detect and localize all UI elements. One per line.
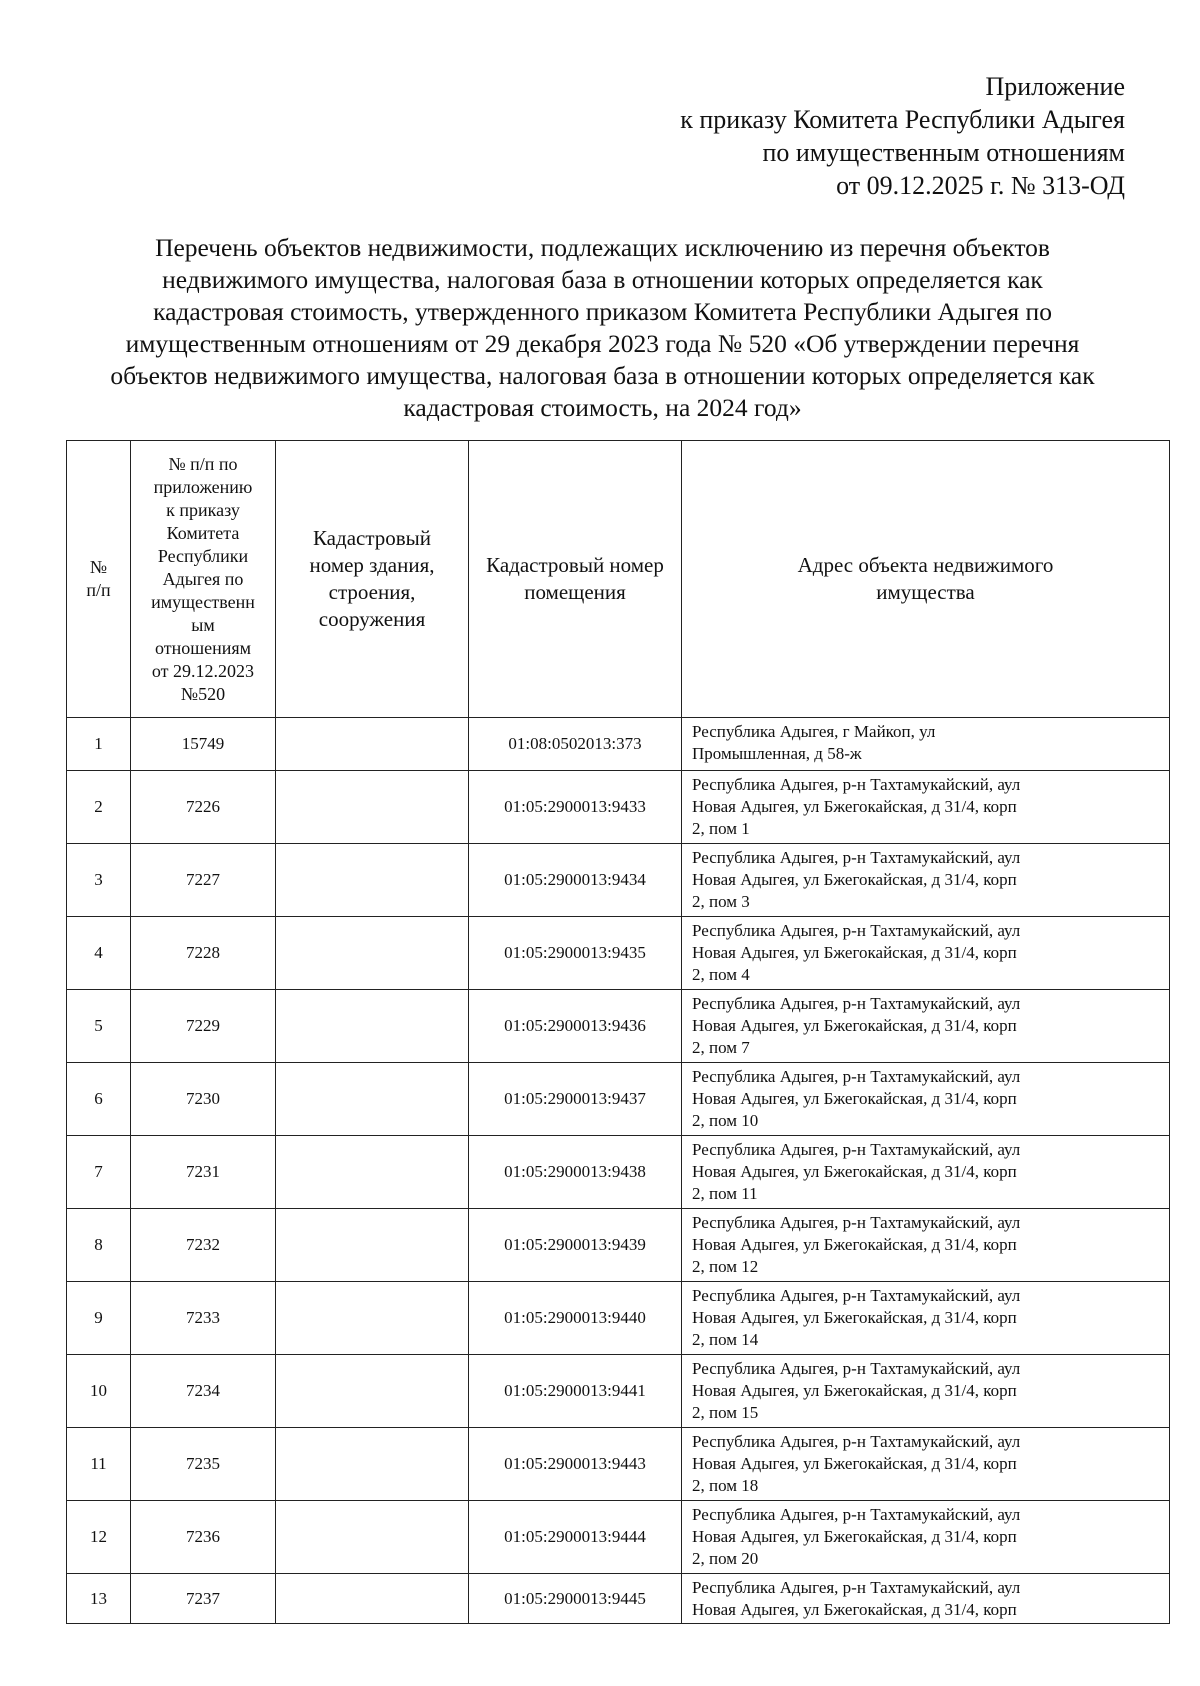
cell-number: 6: [67, 1063, 131, 1136]
cell-room: 01:05:2900013:9437: [469, 1063, 682, 1136]
table-row: [67, 1355, 1170, 1428]
table-row: [67, 917, 1170, 990]
title-line: Перечень объектов недвижимости, подлежащих исключению из перечня объектов: [155, 233, 1050, 262]
cell-number: 2: [67, 771, 131, 844]
cell-number: 13: [67, 1574, 131, 1624]
cell-address: Республика Адыгея, р-н Тахтамукайский, аул Новая Адыгея, ул Бжегокайская, д 31/4, корп 2, пом 7: [682, 990, 1170, 1063]
cell-room: 01:05:2900013:9439: [469, 1209, 682, 1282]
cell-address: Республика Адыгея, р-н Тахтамукайский, аул Новая Адыгея, ул Бжегокайская, д 31/4, корп 2, пом 1: [682, 771, 1170, 844]
cell-number: 12: [67, 1501, 131, 1574]
header-address: Адрес объекта недвижимого имущества: [682, 441, 1170, 718]
cell-reference: 7237: [131, 1574, 276, 1624]
title-line: имущественным отношениям от 29 декабря 2023 года № 520 «Об утверждении перечня: [125, 329, 1080, 358]
table-row: [67, 1063, 1170, 1136]
cell-address: Республика Адыгея, р-н Тахтамукайский, аул Новая Адыгея, ул Бжегокайская, д 31/4, корп 2, пом 10: [682, 1063, 1170, 1136]
cell-address: Республика Адыгея, р-н Тахтамукайский, аул Новая Адыгея, ул Бжегокайская, д 31/4, корп 2, пом 12: [682, 1209, 1170, 1282]
cell-reference: 7229: [131, 990, 276, 1063]
cell-number: 10: [67, 1355, 131, 1428]
cell-number: 11: [67, 1428, 131, 1501]
cell-reference: 7233: [131, 1282, 276, 1355]
cell-room: 01:05:2900013:9438: [469, 1136, 682, 1209]
cell-number: 1: [67, 718, 131, 771]
cell-reference: 7227: [131, 844, 276, 917]
cell-building: [276, 844, 469, 917]
cell-reference: 7235: [131, 1428, 276, 1501]
cell-room: 01:08:0502013:373: [469, 718, 682, 771]
table-row: [67, 1574, 1170, 1624]
cell-reference: 7230: [131, 1063, 276, 1136]
title-line: объектов недвижимого имущества, налоговая база в отношении которых определяется как: [110, 361, 1095, 390]
cell-room: 01:05:2900013:9444: [469, 1501, 682, 1574]
title-line: кадастровая стоимость, утвержденного приказом Комитета Республики Адыгея по: [153, 297, 1052, 326]
header-reference-number: № п/п по приложению к приказу Комитета Республики Адыгея по имущественн ым отношениям от 29.12.2023 №520: [131, 441, 276, 718]
cell-building: [276, 1355, 469, 1428]
cell-number: 5: [67, 990, 131, 1063]
cell-number: 3: [67, 844, 131, 917]
cell-reference: 7226: [131, 771, 276, 844]
cell-reference: 7228: [131, 917, 276, 990]
table-row: [67, 990, 1170, 1063]
cell-reference: 7231: [131, 1136, 276, 1209]
appendix-block: [525, 70, 1125, 202]
cell-number: 8: [67, 1209, 131, 1282]
cell-address: Республика Адыгея, р-н Тахтамукайский, аул Новая Адыгея, ул Бжегокайская, д 31/4, корп 2, пом 20: [682, 1501, 1170, 1574]
cell-number: 7: [67, 1136, 131, 1209]
cell-reference: 7236: [131, 1501, 276, 1574]
cell-building: [276, 718, 469, 771]
cell-room: 01:05:2900013:9443: [469, 1428, 682, 1501]
cell-room: 01:05:2900013:9434: [469, 844, 682, 917]
cell-number: 9: [67, 1282, 131, 1355]
cell-room: 01:05:2900013:9435: [469, 917, 682, 990]
cell-room: 01:05:2900013:9440: [469, 1282, 682, 1355]
cell-room: 01:05:2900013:9436: [469, 990, 682, 1063]
appendix-label: Приложение: [985, 72, 1125, 101]
cell-address: Республика Адыгея, р-н Тахтамукайский, аул Новая Адыгея, ул Бжегокайская, д 31/4, корп 2, пом 3: [682, 844, 1170, 917]
cell-building: [276, 771, 469, 844]
cell-reference: 15749: [131, 718, 276, 771]
table-row: [67, 844, 1170, 917]
table-row: [67, 771, 1170, 844]
cell-address: Республика Адыгея, р-н Тахтамукайский, аул Новая Адыгея, ул Бжегокайская, д 31/4, корп: [682, 1574, 1170, 1624]
cell-address: Республика Адыгея, р-н Тахтамукайский, аул Новая Адыгея, ул Бжегокайская, д 31/4, корп 2, пом 18: [682, 1428, 1170, 1501]
cell-reference: 7234: [131, 1355, 276, 1428]
cell-room: 01:05:2900013:9445: [469, 1574, 682, 1624]
cell-number: 4: [67, 917, 131, 990]
appendix-order-date: от 09.12.2025 г. № 313-ОД: [836, 171, 1125, 200]
title-line: кадастровая стоимость, на 2024 год»: [403, 393, 802, 422]
table-row: [67, 1209, 1170, 1282]
appendix-committee: по имущественным отношениям: [762, 138, 1125, 167]
cell-reference: 7232: [131, 1209, 276, 1282]
cell-building: [276, 1063, 469, 1136]
cell-building: [276, 990, 469, 1063]
header-building-cadastral: Кадастровый номер здания, строения, сооружения: [276, 441, 469, 718]
title-line: недвижимого имущества, налоговая база в отношении которых определяется как: [162, 265, 1043, 294]
document-title: [40, 232, 1165, 424]
cell-building: [276, 1136, 469, 1209]
table-row: [67, 1136, 1170, 1209]
cell-building: [276, 1574, 469, 1624]
property-table: [66, 440, 1170, 1624]
header-row-number: № п/п: [67, 441, 131, 718]
cell-building: [276, 1282, 469, 1355]
cell-address: Республика Адыгея, г Майкоп, ул Промышленная, д 58-ж: [682, 718, 1170, 771]
cell-address: Республика Адыгея, р-н Тахтамукайский, аул Новая Адыгея, ул Бжегокайская, д 31/4, корп 2, пом 15: [682, 1355, 1170, 1428]
table-row: [67, 1428, 1170, 1501]
cell-address: Республика Адыгея, р-н Тахтамукайский, аул Новая Адыгея, ул Бжегокайская, д 31/4, корп 2, пом 11: [682, 1136, 1170, 1209]
cell-address: Республика Адыгея, р-н Тахтамукайский, аул Новая Адыгея, ул Бжегокайская, д 31/4, корп 2, пом 14: [682, 1282, 1170, 1355]
cell-building: [276, 1501, 469, 1574]
table-header-row: [67, 441, 1170, 718]
cell-room: 01:05:2900013:9441: [469, 1355, 682, 1428]
cell-room: 01:05:2900013:9433: [469, 771, 682, 844]
table-row: [67, 1282, 1170, 1355]
table-row: [67, 1501, 1170, 1574]
table-row: [67, 718, 1170, 771]
cell-building: [276, 1209, 469, 1282]
cell-building: [276, 1428, 469, 1501]
appendix-order-ref: к приказу Комитета Республики Адыгея: [680, 105, 1125, 134]
cell-building: [276, 917, 469, 990]
header-room-cadastral: Кадастровый номер помещения: [469, 441, 682, 718]
cell-address: Республика Адыгея, р-н Тахтамукайский, аул Новая Адыгея, ул Бжегокайская, д 31/4, корп 2, пом 4: [682, 917, 1170, 990]
